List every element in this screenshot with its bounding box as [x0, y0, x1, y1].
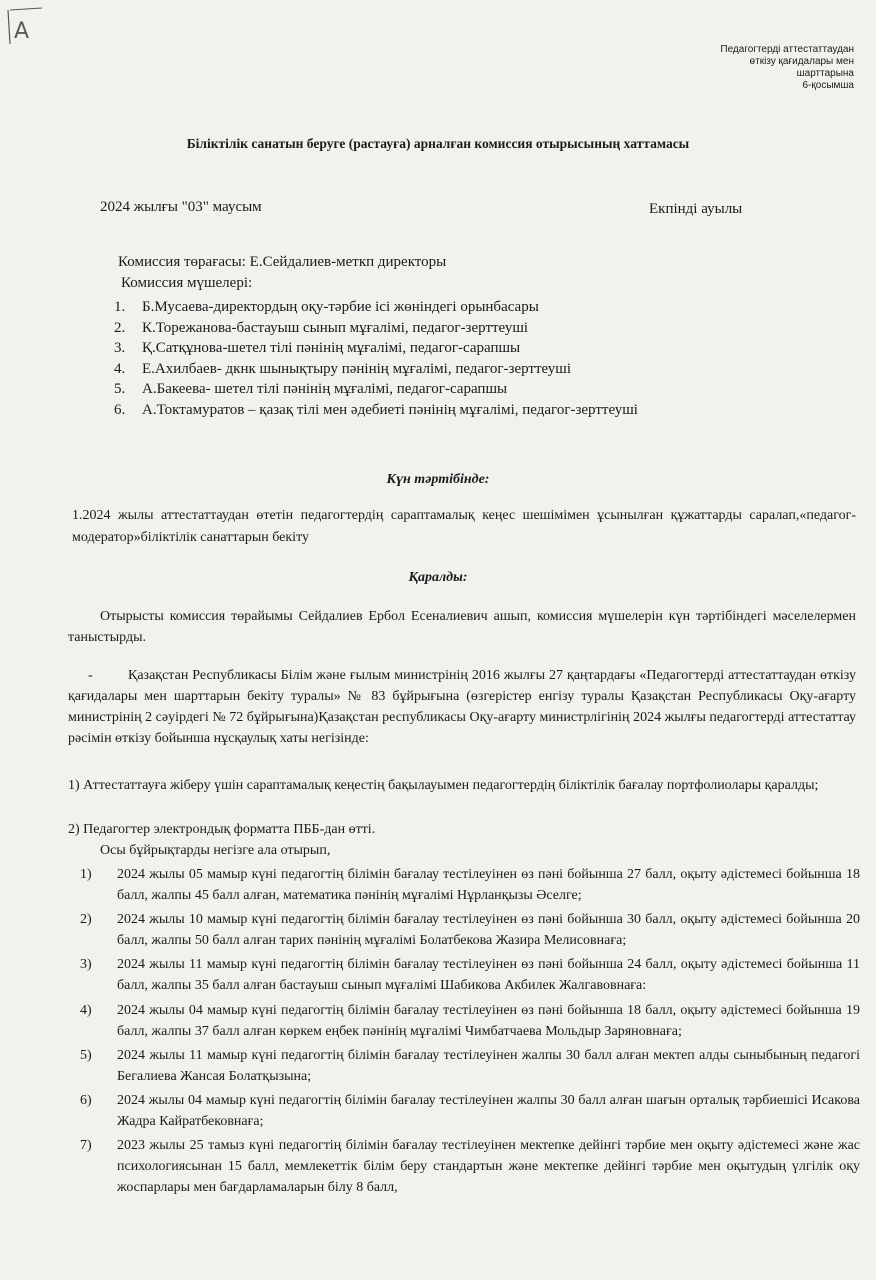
member-text: Е.Ахилбаев- дкнк шынықтыру пәнінің мұғалімі, педагог-зерттеуші: [142, 360, 572, 377]
list-number: 6): [80, 1092, 92, 1108]
list-number: 3.: [114, 340, 126, 356]
list-item: [80, 1045, 860, 1087]
handwritten-mark-icon: [6, 4, 46, 48]
result-text: 2024 жылы 11 мамыр күні педагогтің білімін бағалау тестілеуінен жалпы 30 балл алған мектеп алды сыныбының педагогі Бегалиева Жансая Болатқызына;: [117, 1047, 860, 1084]
list-item: [80, 864, 860, 906]
list-item: [80, 1000, 860, 1042]
list-number: 5.: [114, 381, 126, 397]
meeting-date: 2024 жылғы "03" маусым: [100, 199, 262, 215]
result-text: 2024 жылы 11 мамыр күні педагогтің білімін бағалау тестілеуінен өз пәні бойынша 24 балл, оқыту әдістемесі бойынша 11 балл, жалпы 35 балл алған бастауыш сынып мұғалімі Шабикова Акбилек Жалгавовнаға:: [117, 957, 860, 994]
list-number: 4): [80, 1002, 92, 1018]
list-item: [114, 297, 638, 318]
annex-line: 6-қосымша: [802, 80, 854, 91]
decree-paragraph: [68, 665, 856, 749]
basis-line: Осы бұйрықтарды негізге ала отырып,: [100, 843, 331, 858]
list-item: [80, 1135, 860, 1198]
members-list: [114, 297, 638, 420]
list-number: 3): [80, 957, 92, 973]
list-number: 1): [80, 867, 92, 882]
subpoint-2: 2) Педагогтер электрондық форматта ПББ-дан өтті.: [68, 822, 376, 837]
annex-line: шарттарына: [796, 68, 854, 79]
dash-marker: -: [88, 668, 93, 683]
agenda-heading: Күн тәртібінде:: [386, 472, 490, 487]
member-text: Қ.Сатқұнова-шетел тілі пәнінің мұғалімі, педагог-сарапшы: [142, 340, 521, 356]
member-text: К.Торежанова-бастауыш сынып мұғалімі, педагог-зерттеуші: [142, 319, 529, 336]
member-text: А.Токтамуратов – қазақ тілі мен әдебиеті пәнінің мұғалімі, педагог-зерттеуші: [142, 401, 638, 418]
agenda-text: 1.2024 жылы аттестаттаудан өтетін педагогтердің сараптамалық кеңес шешімімен ұсынылған құжаттарды саралап,«педагог-модератор»біліктілік санаттарын бекіту: [72, 508, 856, 545]
list-item: [114, 318, 638, 339]
member-text: Б.Мусаева-директордың оқу-тәрбие ісі жөніндегі орынбасары: [142, 299, 539, 315]
list-number: 4.: [114, 360, 126, 377]
annex-line: Педагогтерді аттестаттаудан: [720, 44, 854, 55]
list-number: 6.: [114, 401, 126, 418]
list-item: [80, 954, 860, 996]
decree-text: Қазақстан Республикасы Білім және ғылым министрінің 2016 жылғы 27 қаңтардағы «Педагогтерді аттестаттаудан өткізу қағидалары мен шарттарын бекіту туралы» № 83 бұйрығына (өзгерістер енгізу туралы Қазақстан Республикасы Оқу-ағарту министрінің 2 сәуірдегі № 72 бұйрығына)Қазақстан республикасы Оқу-ағарту министрлігінің 2024 жылғы педагогтерді аттестаттау рәсімін өткізу бойынша нұсқаулық хаты негізінде:: [68, 668, 856, 746]
list-number: 7): [80, 1138, 92, 1154]
list-number: 2.: [114, 319, 126, 336]
list-number: 5): [80, 1047, 92, 1063]
list-item: [114, 400, 638, 421]
list-number: 1.: [114, 299, 126, 315]
list-item: [80, 1090, 860, 1132]
members-heading: Комиссия мүшелері:: [121, 275, 253, 291]
document-title: Біліктілік санатын беруге (растауға) арналған комиссия отырысының хаттамасы: [186, 136, 690, 151]
corner-mark-letter: A: [14, 19, 30, 44]
subpoint-1: 1) Аттестаттауға жіберу үшін сараптамалық кеңестің бақылауымен педагогтердің біліктілік бағалау портфолиолары қаралды;: [68, 778, 819, 793]
list-item: [114, 379, 638, 400]
list-item: [114, 359, 638, 380]
result-text: 2024 жылы 10 мамыр күні педагогтің білімін бағалау тестілеуінен өз пәні бойынша 30 балл, оқыту әдістемесі бойынша 20 балл, жалпы 50 балл алған тарих пәнінің мұғалімі Болатбекова Жазира Мелисовнаға;: [117, 912, 860, 949]
considered-heading: Қаралды:: [408, 570, 468, 585]
list-item: [114, 338, 638, 359]
result-text: 2024 жылы 04 мамыр күні педагогтің білімін бағалау тестілеуінен жалпы 30 балл алған шағын орталық тәрбиешісі Исакова Жадра Кайратбековнаға;: [117, 1092, 860, 1129]
results-list: [80, 864, 860, 1201]
opened-paragraph: Отырысты комиссия төрайымы Сейдалиев Ербол Есеналиевич ашып, комиссия мүшелерін күн тәртібіндегі мәселелермен таныстырды.: [68, 609, 856, 645]
result-text: 2024 жылы 05 мамыр күні педагогтің білімін бағалау тестілеуінен өз пәні бойынша 27 балл, оқыту әдістемесі бойынша 18 балл, жалпы 45 балл алған, математика пәнінің мұғалімі Нұрланқызы Әселге;: [117, 867, 860, 903]
list-number: 2): [80, 912, 92, 928]
list-item: [80, 909, 860, 951]
annex-line: өткізу қағидалары мен: [749, 56, 854, 67]
annex-note: [594, 44, 854, 92]
member-text: А.Бакеева- шетел тілі пәнінің мұғалімі, педагог-сарапшы: [142, 381, 508, 397]
result-text: 2024 жылы 04 мамыр күні педагогтің білімін бағалау тестілеуінен өз пәні бойынша 18 балл, оқыту әдістемесі бойынша 19 балл, жалпы 37 балл алған көркем еңбек пәнінің мұғалімі Чимбатчаева Мольдыр Заряновнаға;: [117, 1002, 860, 1039]
result-text: 2023 жылы 25 тамыз күні педагогтің білімін бағалау тестілеуінен мектепке дейінгі тәрбие мен оқыту әдістемесі және жас психологиясынан 15 балл, мемлекеттік білім беру стандартын және мектепке дейінгі тәрбие мен оқытудың үлгілік оқу жоспарлары мен бағдарламаларын білу 8 балл,: [117, 1138, 860, 1196]
commission-chair: Комиссия төрағасы: Е.Сейдалиев-меткп директоры: [118, 254, 447, 270]
meeting-place: Екпінді ауылы: [649, 201, 743, 217]
